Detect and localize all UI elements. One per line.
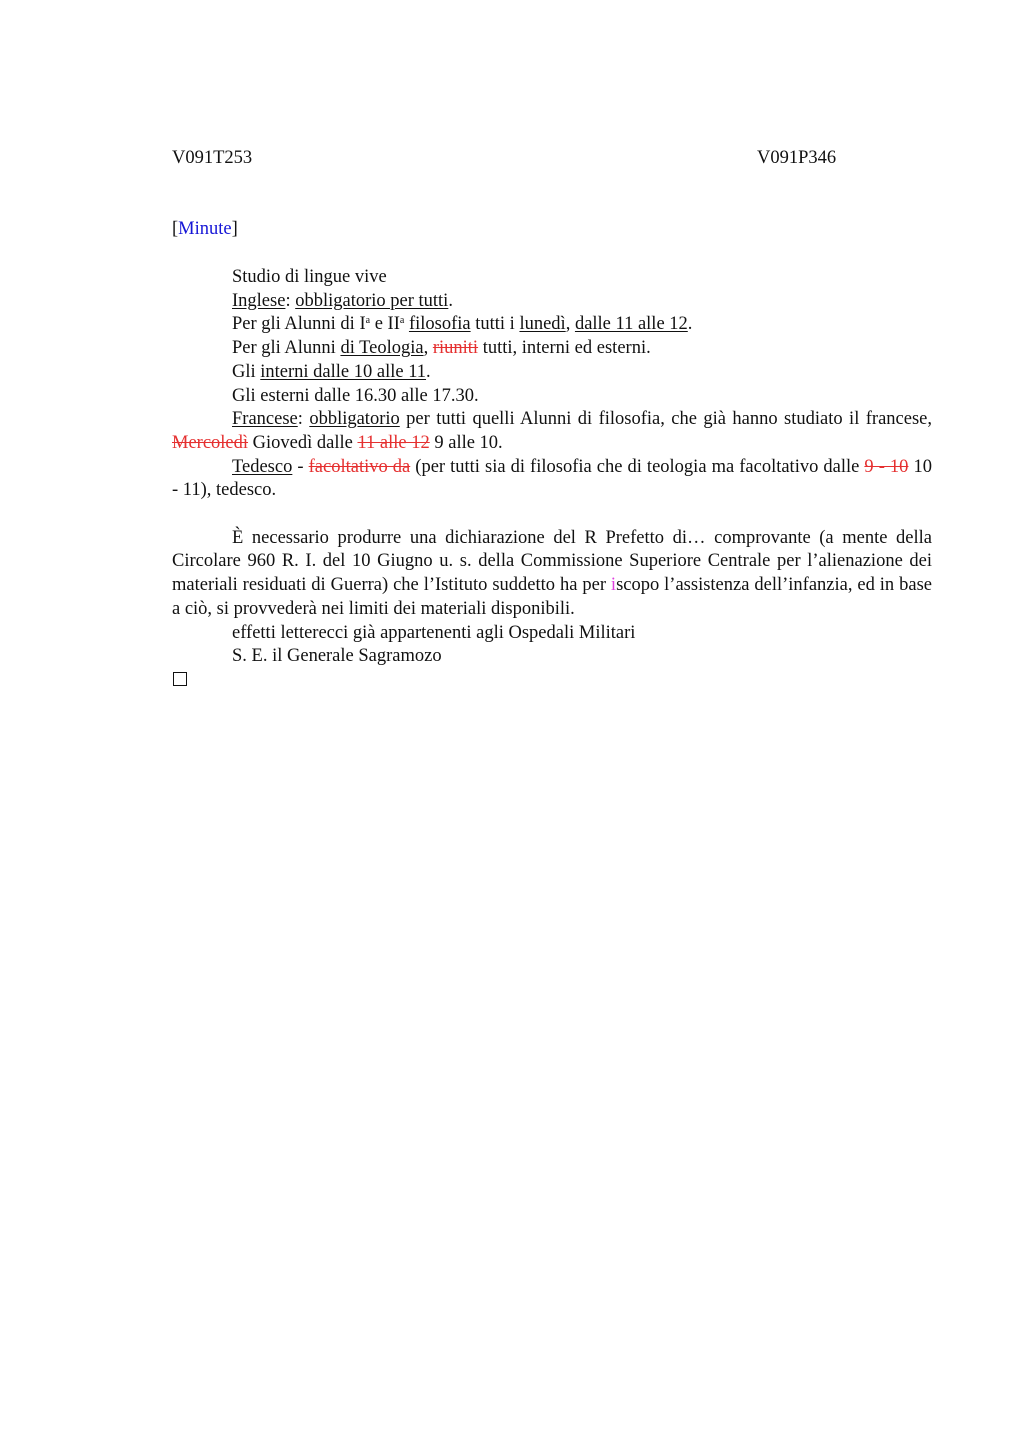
declaration-paragraph: È necessario produrre una dichiarazione del R Prefetto di… comprovante (a mente della Circolare 960 R. I. del 10 Giugno u. s. della Commissione Superiore Centrale per l’alienazione dei materiali residuati di Guerra) che l’Istituto suddetto ha per iscopo l’assistenza dell’infanzia, ed in base a ciò, si provvederà nei limiti dei materiali disponibili. [172, 527, 932, 619]
alunni-filosofia-line: Per gli Alunni di $I^a$ e $II^a$ filosofia tutti i lunedì, dalle 11 alle 12. [232, 314, 693, 335]
header-right-code: V091P346 [757, 148, 837, 168]
francese-paragraph: Francese: obbligatorio per tutti quelli Alunni di filosofia, che già hanno studiato il francese, Mercoledì Giovedì dalle 11 alle 12 9 alle 10. [172, 409, 932, 453]
deleted-text: Mercoledì [172, 432, 249, 453]
deleted-text: facoltativo da [308, 456, 411, 477]
minute-label: [Minute] [172, 219, 238, 239]
section-title: Studio di lingue vive [232, 267, 387, 287]
inglese-heading: Inglese [232, 290, 286, 311]
tedesco-heading: Tedesco [232, 456, 293, 477]
deleted-text: 9 - 10 [864, 456, 909, 477]
deleted-text: riuniti [432, 338, 479, 359]
inserted-text: i [610, 575, 617, 596]
generale-line: S. E. il Generale Sagramozo [232, 646, 442, 667]
document-body [172, 266, 932, 669]
inglese-line: Inglese: obbligatorio per tutti. [232, 290, 453, 311]
francese-heading: Francese [232, 409, 298, 430]
effetti-line: effetti letterecci già appartenenti agli Ospedali Militari [232, 622, 636, 643]
interni-line: Gli interni dalle 10 alle 11. [232, 361, 431, 382]
deleted-text: 11 alle 12 [357, 432, 430, 453]
tedesco-paragraph: Tedesco - facoltativo da (per tutti sia di filosofia che di teologia ma facoltativo dalle 9 - 10 10 - 11), tedesco. [172, 456, 932, 501]
paragraph-gap [172, 503, 932, 527]
esterni-line: Gli esterni dalle 16.30 alle 17.30. [232, 385, 479, 406]
header-left-code: V091T253 [172, 148, 253, 168]
inglese-rule: obbligatorio per tutti [295, 290, 449, 311]
minute-label-text: Minute [178, 219, 232, 239]
empty-square-icon [173, 672, 187, 686]
alunni-teologia-line: Per gli Alunni di Teologia, riuniti tutti, interni ed esterni. [232, 338, 651, 359]
